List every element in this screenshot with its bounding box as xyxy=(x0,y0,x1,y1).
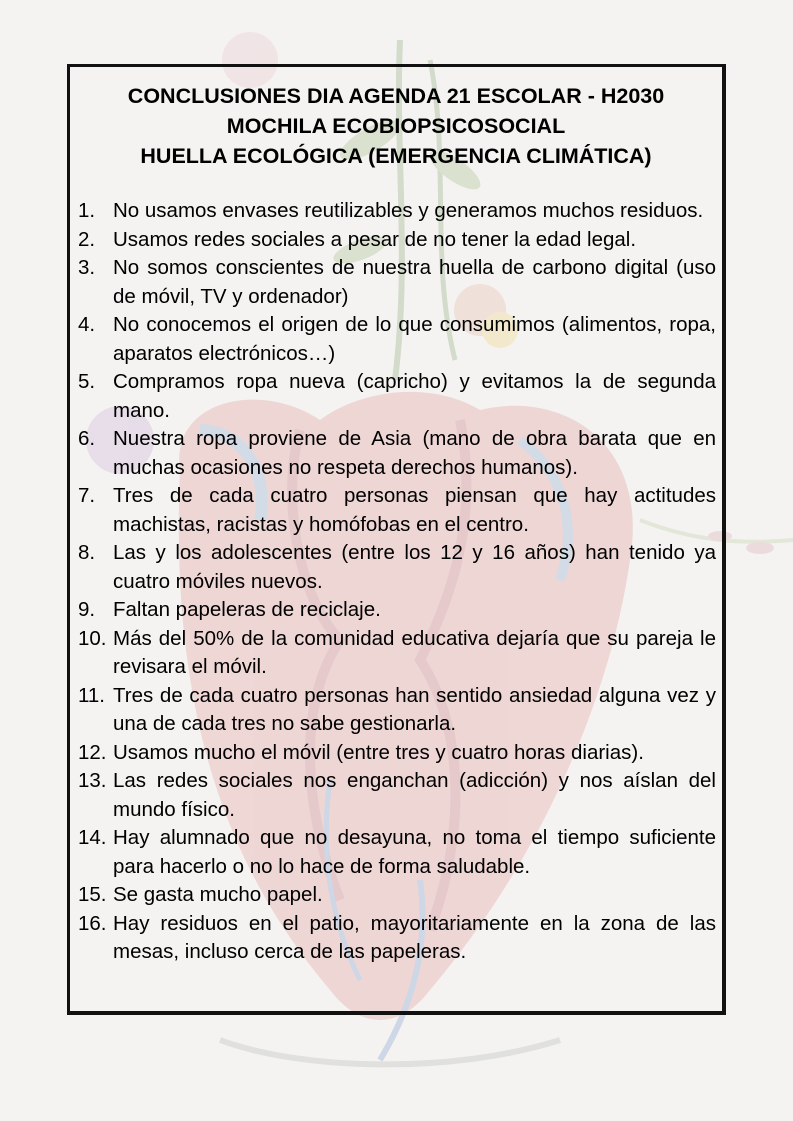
item-text: Tres de cada cuatro personas han sentido ansiedad alguna vez y una de cada tres no sabe gestionarla. xyxy=(113,683,716,735)
list-item xyxy=(78,226,716,255)
item-number: 2. xyxy=(78,227,96,251)
title-line-1: CONCLUSIONES DIA AGENDA 21 ESCOLAR - H2030 xyxy=(127,84,665,108)
list-item xyxy=(78,539,716,596)
list-item xyxy=(78,254,716,311)
list-item xyxy=(78,311,716,368)
item-text: Usamos mucho el móvil (entre tres y cuatro horas diarias). xyxy=(113,740,644,764)
list-item xyxy=(78,824,716,881)
list-item xyxy=(78,910,716,967)
list-item xyxy=(78,881,716,910)
item-number: 14. xyxy=(78,826,107,849)
item-number: 10. xyxy=(78,626,107,650)
item-number: 6. xyxy=(78,427,96,450)
item-text: No conocemos el origen de lo que consumimos (alimentos, ropa, aparatos electrónicos…) xyxy=(113,313,716,365)
item-number: 11. xyxy=(78,683,105,707)
item-number: 5. xyxy=(78,370,96,393)
item-number: 9. xyxy=(78,598,96,621)
list-item xyxy=(78,425,716,482)
item-number: 13. xyxy=(78,769,107,792)
list-item xyxy=(78,739,716,768)
conclusions-list xyxy=(78,197,716,967)
list-item xyxy=(78,482,716,539)
title-line-2: MOCHILA ECOBIOPSICOSOCIAL xyxy=(226,114,566,138)
item-text: No usamos envases reutilizables y generamos muchos residuos. xyxy=(113,199,704,222)
item-number: 15. xyxy=(78,883,107,906)
item-number: 12. xyxy=(78,740,107,764)
list-item xyxy=(78,596,716,625)
item-text: Nuestra ropa proviene de Asia (mano de obra barata que en muchas ocasiones no respeta derechos humanos). xyxy=(113,427,716,479)
list-item xyxy=(78,368,716,425)
item-number: 7. xyxy=(78,484,96,507)
item-number: 8. xyxy=(78,541,96,564)
conclusions-panel xyxy=(67,64,726,1015)
item-text: Las redes sociales nos enganchan (adicción) y nos aíslan del mundo físico. xyxy=(113,769,716,821)
list-item xyxy=(78,682,716,739)
list-item xyxy=(78,197,716,226)
list-item xyxy=(78,625,716,682)
item-text: Se gasta mucho papel. xyxy=(113,883,323,906)
item-text: Hay alumnado que no desayuna, no toma el tiempo suficiente para hacerlo o no lo hace de forma saludable. xyxy=(113,826,716,878)
item-text: Compramos ropa nueva (capricho) y evitamos la de segunda mano. xyxy=(113,370,716,422)
list-item xyxy=(78,767,716,824)
item-text: Más del 50% de la comunidad educativa dejaría que su pareja le revisara el móvil. xyxy=(113,626,716,678)
item-number: 1. xyxy=(78,199,96,222)
page-title xyxy=(70,81,722,171)
item-text: Usamos redes sociales a pesar de no tener la edad legal. xyxy=(113,227,637,251)
title-line-3: HUELLA ECOLÓGICA (EMERGENCIA CLIMÁTICA) xyxy=(140,144,652,168)
item-text: Faltan papeleras de reciclaje. xyxy=(113,598,381,621)
item-number: 3. xyxy=(78,256,96,279)
item-number: 4. xyxy=(78,313,96,336)
item-text: Las y los adolescentes (entre los 12 y 16 años) han tenido ya cuatro móviles nuevos. xyxy=(113,541,716,593)
item-number: 16. xyxy=(78,911,107,935)
item-text: Hay residuos en el patio, mayoritariamente en la zona de las mesas, incluso cerca de las papeleras. xyxy=(113,911,716,963)
item-text: No somos conscientes de nuestra huella de carbono digital (uso de móvil, TV y ordenador) xyxy=(113,256,716,308)
item-text: Tres de cada cuatro personas piensan que hay actitudes machistas, racistas y homófobas en el centro. xyxy=(113,484,716,536)
